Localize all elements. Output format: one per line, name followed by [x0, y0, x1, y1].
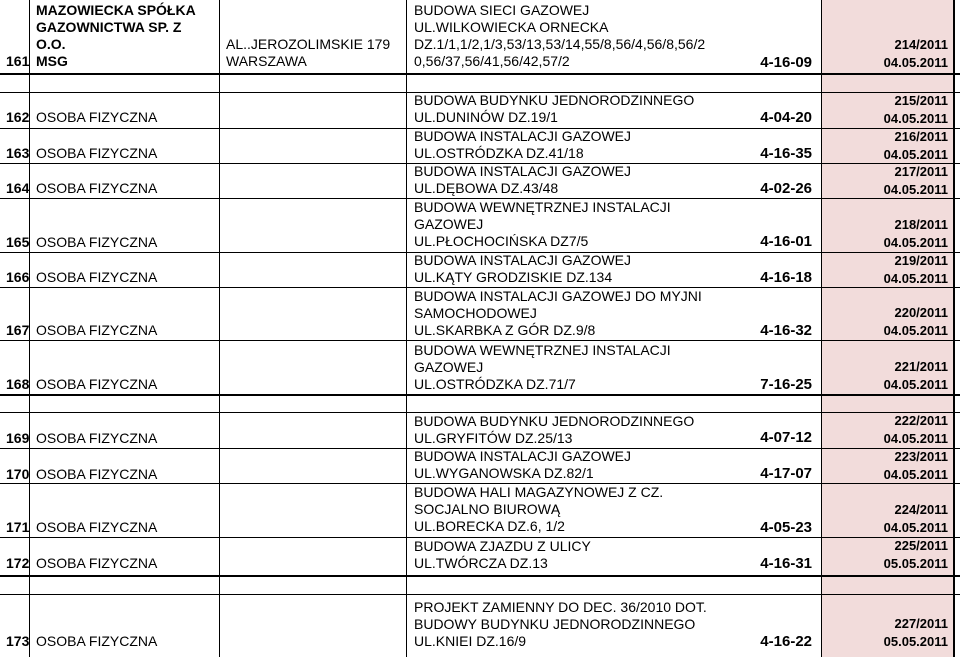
row-number: 164 — [6, 180, 30, 196]
project-description — [414, 288, 702, 339]
project-description — [414, 484, 663, 535]
row-number: 161 — [6, 53, 30, 69]
address-line: WARSZAWA — [226, 53, 307, 69]
row-number: 168 — [6, 376, 30, 392]
permit-number-date — [822, 36, 948, 72]
category-code: 4-16-31 — [760, 555, 812, 572]
project-description — [414, 538, 591, 572]
category-code: 4-16-18 — [760, 269, 812, 286]
permit-date: 04.05.2011 — [883, 55, 948, 70]
permit-number-date — [822, 501, 948, 537]
row-number: 166 — [6, 269, 30, 285]
description-line: SAMOCHODOWEJ — [414, 305, 537, 321]
description-line: UL.KĄTY GRODZISKIE DZ.134 — [414, 269, 613, 285]
permit-number: 219/2011 — [894, 253, 948, 268]
permit-number: 223/2011 — [894, 449, 948, 464]
investor-name: OSOBA FIZYCZNA — [36, 180, 158, 196]
investor-line: O.O. — [36, 36, 66, 52]
investor-name: OSOBA FIZYCZNA — [36, 430, 158, 446]
project-description — [414, 199, 671, 250]
description-line: UL.TWÓRCZA DZ.13 — [414, 555, 548, 571]
investor-name: OSOBA FIZYCZNA — [36, 109, 158, 125]
investor-name: OSOBA FIZYCZNA — [36, 234, 158, 250]
permit-number: 220/2011 — [894, 305, 948, 320]
description-line: BUDOWA SIECI GAZOWEJ — [414, 2, 590, 18]
permit-number-date — [822, 358, 948, 394]
description-line: BUDOWA INSTALACJI GAZOWEJ — [414, 163, 632, 179]
permit-number: 221/2011 — [894, 359, 948, 374]
column-divider — [219, 0, 220, 657]
project-description — [414, 163, 631, 197]
permit-date: 04.05.2011 — [883, 377, 948, 392]
description-line: SOCJALNO BIUROWĄ — [414, 501, 561, 517]
permit-date: 04.05.2011 — [883, 520, 948, 535]
permit-number-date — [822, 304, 948, 340]
row-divider — [0, 73, 960, 75]
description-line: DZ.1/1,1/2,1/3,53/13,53/14,55/8,56/4,56/8,56/2 — [414, 36, 706, 52]
description-line: UL.BORECKA DZ.6, 1/2 — [414, 518, 565, 534]
description-line: BUDOWA BUDYNKU JEDNORODZINNEGO — [414, 413, 695, 429]
row-divider — [0, 394, 960, 396]
permit-number-date — [822, 163, 948, 199]
description-line: GAZOWEJ — [414, 359, 484, 375]
row-divider — [0, 594, 960, 595]
category-code: 4-16-09 — [760, 54, 812, 71]
description-line: BUDOWA WEWNĘTRZNEJ INSTALACJI — [414, 199, 671, 215]
category-code: 4-16-22 — [760, 633, 812, 650]
description-line: UL.OSTRÓDZKA DZ.71/7 — [414, 376, 576, 392]
row-number: 163 — [6, 145, 30, 161]
permit-number-date — [822, 412, 948, 448]
description-line: BUDOWA ZJAZDU Z ULICY — [414, 538, 591, 554]
permit-number: 227/2011 — [894, 616, 948, 631]
permit-number-date — [822, 92, 948, 128]
category-code: 4-07-12 — [760, 429, 812, 446]
permit-date: 04.05.2011 — [883, 182, 948, 197]
permit-number-date — [822, 448, 948, 484]
permit-date: 05.05.2011 — [883, 634, 948, 649]
description-line: BUDOWA INSTALACJI GAZOWEJ — [414, 128, 632, 144]
row-number: 170 — [6, 466, 30, 482]
permit-date: 04.05.2011 — [883, 431, 948, 446]
column-divider — [406, 0, 407, 657]
row-number: 173 — [6, 633, 30, 649]
description-line: BUDOWA INSTALACJI GAZOWEJ DO MYJNI — [414, 288, 702, 304]
permit-number: 218/2011 — [894, 217, 948, 232]
category-code: 4-16-35 — [760, 145, 812, 162]
investor-name: OSOBA FIZYCZNA — [36, 466, 158, 482]
category-code: 4-02-26 — [760, 180, 812, 197]
description-line: UL.DĘBOWA DZ.43/48 — [414, 180, 559, 196]
category-code: 7-16-25 — [760, 376, 812, 393]
investor-name: OSOBA FIZYCZNA — [36, 269, 158, 285]
column-divider — [953, 0, 955, 657]
permit-date: 05.05.2011 — [883, 556, 948, 571]
row-divider — [0, 575, 960, 577]
address-line: AL..JEROZOLIMSKIE 179 — [226, 36, 391, 52]
description-line: UL.DUNINÓW DZ.19/1 — [414, 109, 558, 125]
investor-line: MAZOWIECKA SPÓŁKA — [36, 2, 196, 18]
investor-name: OSOBA FIZYCZNA — [36, 555, 158, 571]
row-number: 165 — [6, 234, 30, 250]
permit-number: 215/2011 — [894, 93, 948, 108]
description-line: UL.WYGANOWSKA DZ.82/1 — [414, 465, 594, 481]
description-line: BUDOWA INSTALACJI GAZOWEJ — [414, 252, 632, 268]
description-line: UL.WILKOWIECKA ORNECKA — [414, 19, 609, 35]
permit-date: 04.05.2011 — [883, 271, 948, 286]
permit-date: 04.05.2011 — [883, 147, 948, 162]
description-line: PROJEKT ZAMIENNY DO DEC. 36/2010 DOT. — [414, 599, 707, 615]
investor-name — [36, 2, 196, 70]
description-line: BUDOWA INSTALACJI GAZOWEJ — [414, 448, 632, 464]
description-line: 0,56/37,56/41,56/42,57/2 — [414, 53, 570, 69]
permit-number-date — [822, 128, 948, 164]
description-line: UL.GRYFITÓW DZ.25/13 — [414, 430, 573, 446]
investor-name: OSOBA FIZYCZNA — [36, 519, 158, 535]
row-number: 162 — [6, 109, 30, 125]
permit-number-date — [822, 615, 948, 651]
permit-number-date — [822, 216, 948, 252]
description-line: BUDOWA BUDYNKU JEDNORODZINNEGO — [414, 92, 695, 108]
description-line: BUDOWY BUDYNKU JEDNORODZINNEGO — [414, 616, 696, 632]
category-code: 4-04-20 — [760, 109, 812, 126]
permit-date: 04.05.2011 — [883, 111, 948, 126]
row-number: 167 — [6, 322, 30, 338]
permit-number-date — [822, 537, 948, 573]
investor-line: GAZOWNICTWA SP. Z — [36, 19, 182, 35]
description-line: UL.SKARBKA Z GÓR DZ.9/8 — [414, 322, 596, 338]
permit-number: 217/2011 — [894, 164, 948, 179]
investor-name: OSOBA FIZYCZNA — [36, 633, 158, 649]
investor-name: OSOBA FIZYCZNA — [36, 322, 158, 338]
project-description — [414, 252, 631, 286]
category-code: 4-05-23 — [760, 519, 812, 536]
category-code: 4-16-32 — [760, 322, 812, 339]
project-description — [414, 92, 694, 126]
project-description — [414, 448, 631, 482]
investor-name: OSOBA FIZYCZNA — [36, 376, 158, 392]
description-line: GAZOWEJ — [414, 216, 484, 232]
investor-address — [226, 36, 390, 70]
description-line: BUDOWA WEWNĘTRZNEJ INSTALACJI — [414, 342, 671, 358]
investor-line: MSG — [36, 53, 68, 69]
row-number: 169 — [6, 430, 30, 446]
permit-number: 224/2011 — [894, 502, 948, 517]
row-number: 172 — [6, 555, 30, 571]
permit-number-date — [822, 252, 948, 288]
category-code: 4-17-07 — [760, 465, 812, 482]
description-line: UL.KNIEI DZ.16/9 — [414, 633, 527, 649]
description-line: UL.PŁOCHOCIŃSKA DZ7/5 — [414, 233, 589, 249]
project-description — [414, 128, 631, 162]
row-number: 171 — [6, 519, 30, 535]
permit-number: 225/2011 — [894, 538, 948, 553]
permit-number: 216/2011 — [894, 129, 948, 144]
category-code: 4-16-01 — [760, 233, 812, 250]
permit-date: 04.05.2011 — [883, 235, 948, 250]
description-line: BUDOWA HALI MAGAZYNOWEJ Z CZ. — [414, 484, 664, 500]
permit-date: 04.05.2011 — [883, 323, 948, 338]
permit-number: 214/2011 — [894, 37, 948, 52]
project-description — [414, 342, 671, 393]
permit-date: 04.05.2011 — [883, 467, 948, 482]
permit-number: 222/2011 — [894, 413, 948, 428]
row-divider — [0, 340, 960, 341]
description-line: UL.OSTRÓDZKA DZ.41/18 — [414, 145, 584, 161]
investor-name: OSOBA FIZYCZNA — [36, 145, 158, 161]
project-description — [414, 413, 694, 447]
